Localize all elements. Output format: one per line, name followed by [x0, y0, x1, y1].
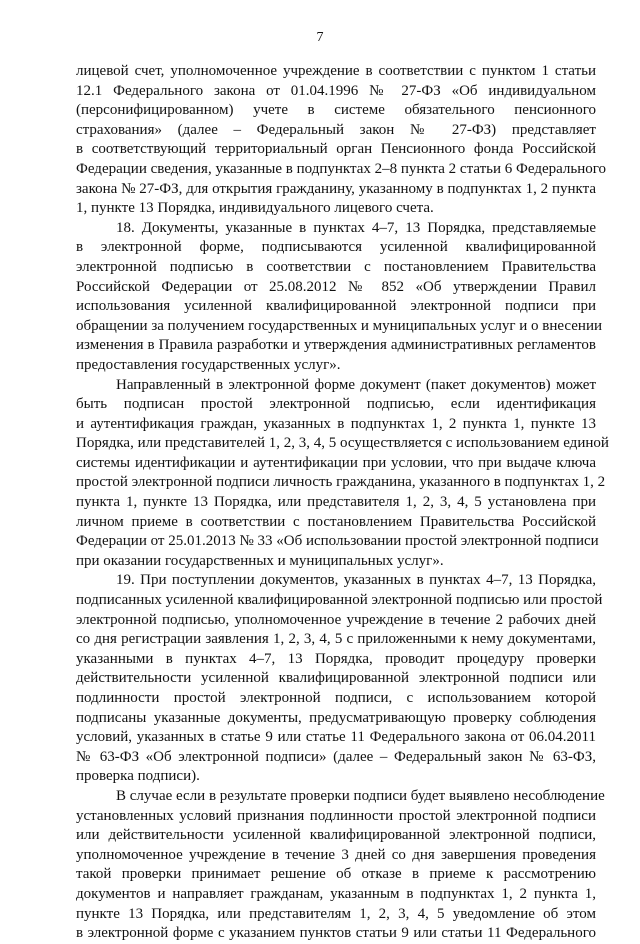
text-line: использования усиленной квалифицированной электронной подписи при [76, 298, 596, 315]
text-line: простой электронной подписи личность гражданина, указанного в подпунктах 1, 2 [76, 474, 606, 491]
text-line: электронной подписью в соответствии с постановлением Правительства [76, 258, 596, 275]
paragraph-continuation [76, 62, 607, 219]
text-line: закона № 27-ФЗ, для открытия гражданину, указанному в подпунктах 1, 2 пункта [76, 180, 596, 197]
text-line: обращении за получением государственных и муниципальных услуг и о внесении [76, 317, 603, 334]
text-line: проверка подписи). [76, 768, 200, 785]
text-line: 18. Документы, указанные в пунктах 4–7, 13 Порядка, представляемые [116, 219, 596, 236]
text-line: при оказании государственных и муниципальных услуг». [76, 552, 444, 569]
text-line: такой проверки принимает решение об отказе в приеме к рассмотрению [76, 866, 596, 883]
text-line: 19. При поступлении документов, указанных в пунктах 4–7, 13 Порядка, [116, 572, 596, 589]
text-line: лицевой счет, уполномоченное учреждение в соответствии с пунктом 1 статьи [76, 63, 596, 79]
text-line: действительности усиленной квалифицированной электронной подписи или [76, 670, 596, 687]
text-line: электронной подписью, уполномоченное учреждение в течение 2 рабочих дней [76, 611, 596, 628]
text-line: подписаны указанные документы, предусматривающую проверку соблюдения [76, 709, 596, 726]
text-line: страхования» (далее – Федеральный закон № 27-ФЗ) представляет [76, 121, 596, 138]
text-line: В случае если в результате проверки подписи будет выявлено несоблюдение [116, 787, 605, 804]
text-line: в соответствующий территориальный орган Пенсионного фонда Российской [76, 141, 596, 158]
text-line: изменения в Правила разработки и утверждения административных регламентов [76, 337, 596, 354]
text-line: уполномоченное учреждение в течение 3 дней со дня завершения проведения [76, 846, 596, 863]
paragraph-item-19-part-2 [76, 787, 605, 944]
text-line: в электронной форме, подписываются усиленной квалифицированной [76, 239, 596, 256]
text-line: подписанных усиленной квалифицированной электронной подписью или простой [76, 592, 603, 609]
text-line: со дня регистрации заявления 1, 2, 3, 4, 5 с приложенными к нему документами, [76, 631, 596, 648]
text-line: Порядка, или представителей 1, 2, 3, 4, 5 осуществляется с использованием единой [76, 435, 609, 452]
text-line: подлинности простой электронной подписи, с использованием которой [76, 690, 596, 706]
paragraph-item-18 [76, 219, 603, 376]
text-line: Федерации от 25.01.2013 № 33 «Об использовании простой электронной подписи [76, 533, 599, 550]
text-line: или действительности усиленной квалифицированной электронной подписи, [76, 827, 596, 844]
text-line: указанными в пунктах 4–7, 13 Порядка, проводит процедуру проверки [76, 650, 596, 667]
text-line: Российской Федерации от 25.08.2012 № 852 «Об утверждении Правил [76, 278, 596, 295]
text-line: (персонифицированном) учете в системе обязательного пенсионного [76, 102, 596, 119]
text-line: Федерации сведения, указанные в подпунктах 2–8 пункта 2 статьи 6 Федерального [76, 160, 607, 177]
text-line: № 63-ФЗ «Об электронной подписи» (далее – Федеральный закон № 63-ФЗ, [76, 748, 596, 765]
text-line: пункта 1, пункте 13 Порядка, или представителя 1, 2, 3, 4, 5 установлена при [76, 494, 596, 511]
text-line: пункте 13 Порядка, или представителям 1, 2, 3, 4, 5 уведомление об этом [76, 905, 596, 922]
text-line: 12.1 Федерального закона от 01.04.1996 № 27-ФЗ «Об индивидуальном [76, 82, 596, 99]
text-line: и аутентификация граждан, указанных в подпунктах 1, 2 пункта 1, пункте 13 [76, 415, 596, 432]
text-line: 1, пункте 13 Порядка, индивидуального лицевого счета. [76, 200, 434, 217]
paragraph-item-19 [76, 571, 603, 787]
paragraph-item-18-part-2 [76, 376, 609, 572]
text-line: личном приеме в соответствии с постановлением Правительства Российской [76, 513, 596, 530]
text-line: предоставления государственных услуг». [76, 356, 341, 373]
text-line: Направленный в электронной форме документ (пакет документов) может [116, 376, 596, 393]
text-line: системы идентификации и аутентификации при условии, что при выдаче ключа [76, 454, 596, 471]
text-line: установленных условий признания подлинности простой электронной подписи [76, 807, 596, 824]
document-body [76, 62, 609, 944]
text-line: документов и направляет гражданам, указанным в подпунктах 1, 2 пункта 1, [76, 885, 596, 902]
text-line: быть подписан простой электронной подписью, если идентификация [76, 396, 596, 413]
text-line: в электронной форме с указанием пунктов статьи 9 или статьи 11 Федерального [76, 925, 596, 942]
text-line: условий, указанных в статье 9 или статье 11 Федерального закона от 06.04.2011 [76, 729, 596, 746]
page-number: 7 [316, 30, 324, 45]
